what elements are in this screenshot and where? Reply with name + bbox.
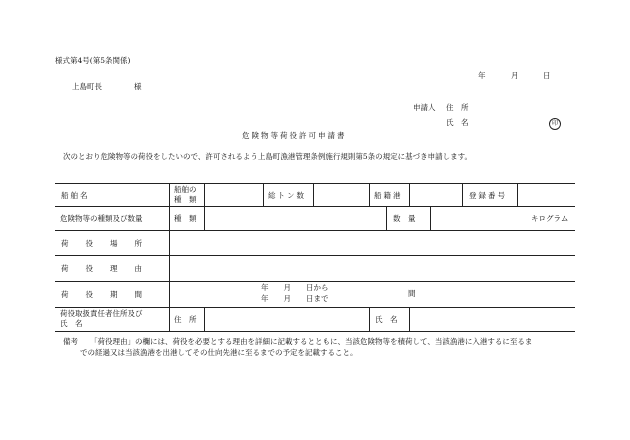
addressee-honorific: 様 [134,82,142,91]
col-divider [369,184,370,206]
col-divider [204,206,205,230]
col-divider [204,307,205,331]
applicant-label: 申請人 [413,103,436,112]
date-day-label: 日 [543,71,551,80]
registration-number-label: 登録番号 [469,191,507,200]
date-year-label: 年 [478,71,486,80]
form-number: 様式第4号(第5条関係) [55,56,131,65]
notes-label: 備考 [63,337,78,346]
ship-type-label-line2: 種 類 [174,195,197,204]
type-label: 種 類 [174,214,197,223]
col-divider [369,307,370,331]
row-divider [55,307,575,308]
gross-tonnage-label: 総トン数 [268,191,306,200]
form-title: 危険物等荷役許可申請書 [242,131,347,140]
col-divider [409,184,410,206]
seal-mark: 印 [549,118,561,130]
row-divider [55,206,575,207]
unit-label: キログラム [531,214,569,223]
manager-address-label: 住 所 [174,315,197,324]
applicant-address-label: 住 所 [446,103,469,112]
application-table [55,183,575,332]
notes-line-2: での経過又は当該漁港を出港してその仕向先港に至るまでの予定を記載すること。 [80,348,358,357]
addressee: 上島町長 [72,82,102,91]
cargo-reason-label: 荷役理由 [61,264,159,273]
ship-type-label-line1: 船舶の [174,185,197,194]
col-divider [462,184,463,206]
period-from-text: 年 月 日から [261,283,329,292]
intro-text: 次のとおり危険物等の荷役をしたいので、許可されるよう上島町漁港管理条例施行規則第5条の規定に基づき申請します。 [63,152,473,161]
hazmat-type-quantity-label: 危険物等の種類及び数量 [60,214,143,223]
period-suffix: 間 [408,289,416,298]
manager-name-label: 氏 名 [375,315,398,324]
applicant-name-label: 氏 名 [446,118,469,127]
notes-line-1: 「荷役理由」の欄には、荷役を必要とする理由を詳細に記載するとともに、当該危険物等を積荷して、当該漁港に入港するに至るま [90,337,533,346]
manager-label-line2: 氏 名 [60,319,83,328]
col-divider [263,184,264,206]
col-divider [430,206,431,230]
quantity-label: 数 量 [393,214,416,223]
col-divider [409,307,410,331]
manager-label-line1: 荷役取扱責任者住所及び [60,309,143,318]
col-divider [517,184,518,206]
row-divider [55,230,575,231]
col-divider [313,184,314,206]
ship-name-label: 船舶名 [61,191,90,200]
date-month-label: 月 [511,71,519,80]
cargo-period-label: 荷役期間 [61,290,159,299]
row-divider [55,255,575,256]
row-divider [55,281,575,282]
period-to-text: 年 月 日まで [261,294,329,303]
col-divider [204,184,205,206]
cargo-location-label: 荷役場所 [61,239,159,248]
col-divider [169,184,170,206]
col-divider [169,206,170,331]
col-divider [386,206,387,230]
port-of-registry-label: 船籍港 [374,191,403,200]
